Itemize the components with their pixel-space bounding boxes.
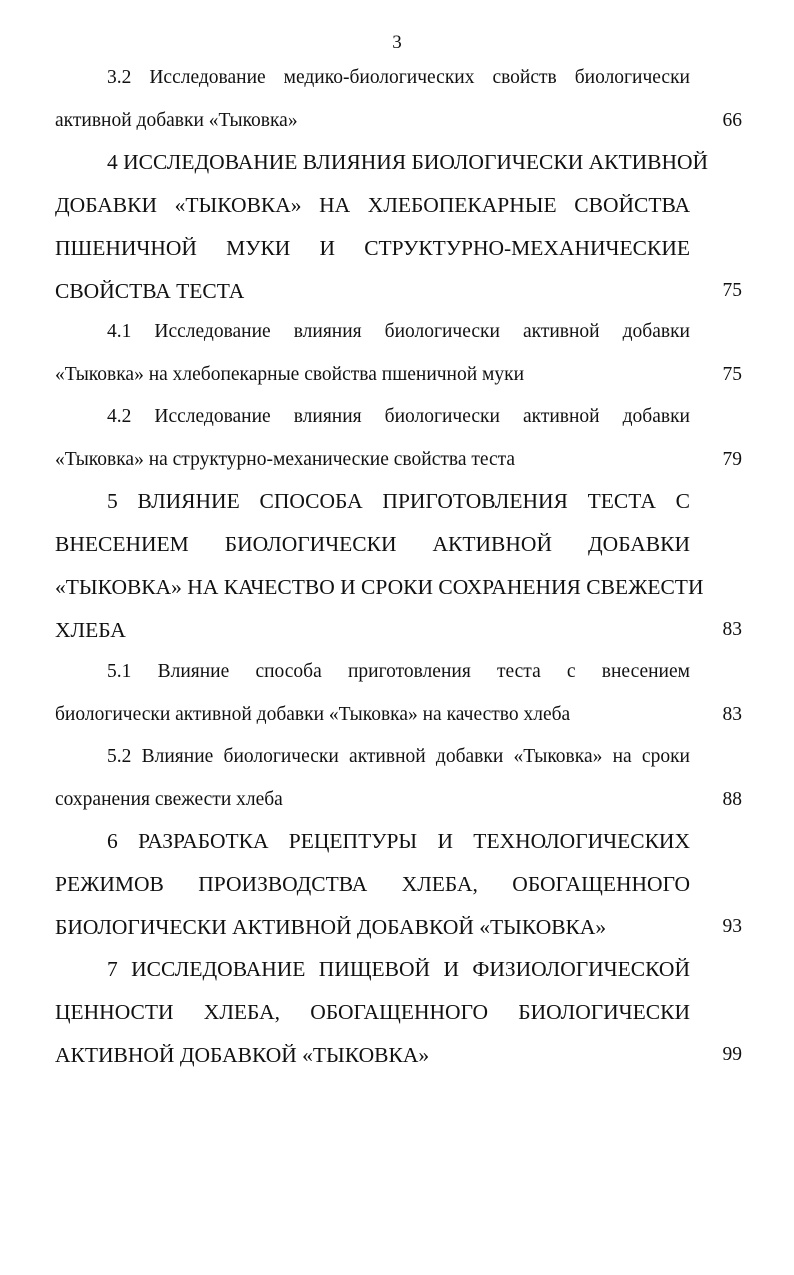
toc-chapter-line: ХЛЕБА <box>55 618 126 642</box>
toc-line: 4.1 Исследование влияния биологически активной добавки <box>107 321 690 342</box>
toc-page-number: 93 <box>722 916 742 937</box>
toc-page-number: 88 <box>722 789 742 810</box>
toc-line: «Тыковка» на структурно-механические свойства теста <box>55 449 516 470</box>
toc-page-number: 66 <box>722 110 742 131</box>
toc-line: 5.1 Влияние способа приготовления теста с внесением <box>107 661 690 682</box>
toc-chapter-line: «ТЫКОВКА» НА КАЧЕСТВО И СРОКИ СОХРАНЕНИЯ СВЕЖЕСТИ <box>55 575 704 599</box>
toc-line: биологически активной добавки «Тыковка» на качество хлеба <box>55 704 571 725</box>
toc-chapter-line: ЦЕННОСТИ ХЛЕБА, ОБОГАЩЕННОГО БИОЛОГИЧЕСКИ <box>55 1000 690 1024</box>
toc-chapter-line: ПШЕНИЧНОЙ МУКИ И СТРУКТУРНО-МЕХАНИЧЕСКИЕ <box>55 236 690 260</box>
toc-chapter-line: 5 ВЛИЯНИЕ СПОСОБА ПРИГОТОВЛЕНИЯ ТЕСТА С <box>107 489 690 513</box>
page-number: 3 <box>392 32 402 53</box>
toc-line: 3.2 Исследование медико-биологических свойств биологически <box>107 67 690 88</box>
toc-line: «Тыковка» на хлебопекарные свойства пшеничной муки <box>55 364 525 385</box>
toc-line: 5.2 Влияние биологически активной добавки «Тыковка» на сроки <box>107 746 690 767</box>
toc-chapter-line: БИОЛОГИЧЕСКИ АКТИВНОЙ ДОБАВКОЙ «ТЫКОВКА» <box>55 915 607 939</box>
toc-chapter-line: 7 ИССЛЕДОВАНИЕ ПИЩЕВОЙ И ФИЗИОЛОГИЧЕСКОЙ <box>107 957 690 981</box>
toc-page-number: 75 <box>722 280 742 301</box>
toc-page-number: 83 <box>722 704 742 725</box>
toc-line: 4.2 Исследование влияния биологически активной добавки <box>107 406 690 427</box>
toc-chapter-line: ВНЕСЕНИЕМ БИОЛОГИЧЕСКИ АКТИВНОЙ ДОБАВКИ <box>55 532 690 556</box>
toc-chapter-line: СВОЙСТВА ТЕСТА <box>55 279 245 303</box>
toc-chapter-line: АКТИВНОЙ ДОБАВКОЙ «ТЫКОВКА» <box>55 1043 430 1067</box>
toc-line: активной добавки «Тыковка» <box>55 110 298 131</box>
toc-chapter-line: РЕЖИМОВ ПРОИЗВОДСТВА ХЛЕБА, ОБОГАЩЕННОГО <box>55 872 690 896</box>
toc-chapter-line: 6 РАЗРАБОТКА РЕЦЕПТУРЫ И ТЕХНОЛОГИЧЕСКИХ <box>107 829 690 853</box>
toc-chapter-line: 4 ИССЛЕДОВАНИЕ ВЛИЯНИЯ БИОЛОГИЧЕСКИ АКТИВНОЙ <box>107 150 709 174</box>
toc-page-number: 79 <box>722 449 742 470</box>
toc-chapter-line: ДОБАВКИ «ТЫКОВКА» НА ХЛЕБОПЕКАРНЫЕ СВОЙСТВА <box>55 193 690 217</box>
toc-page-number: 99 <box>722 1044 742 1065</box>
toc-line: сохранения свежести хлеба <box>55 789 283 810</box>
toc-page-number: 75 <box>722 364 742 385</box>
toc-page-number: 83 <box>722 619 742 640</box>
